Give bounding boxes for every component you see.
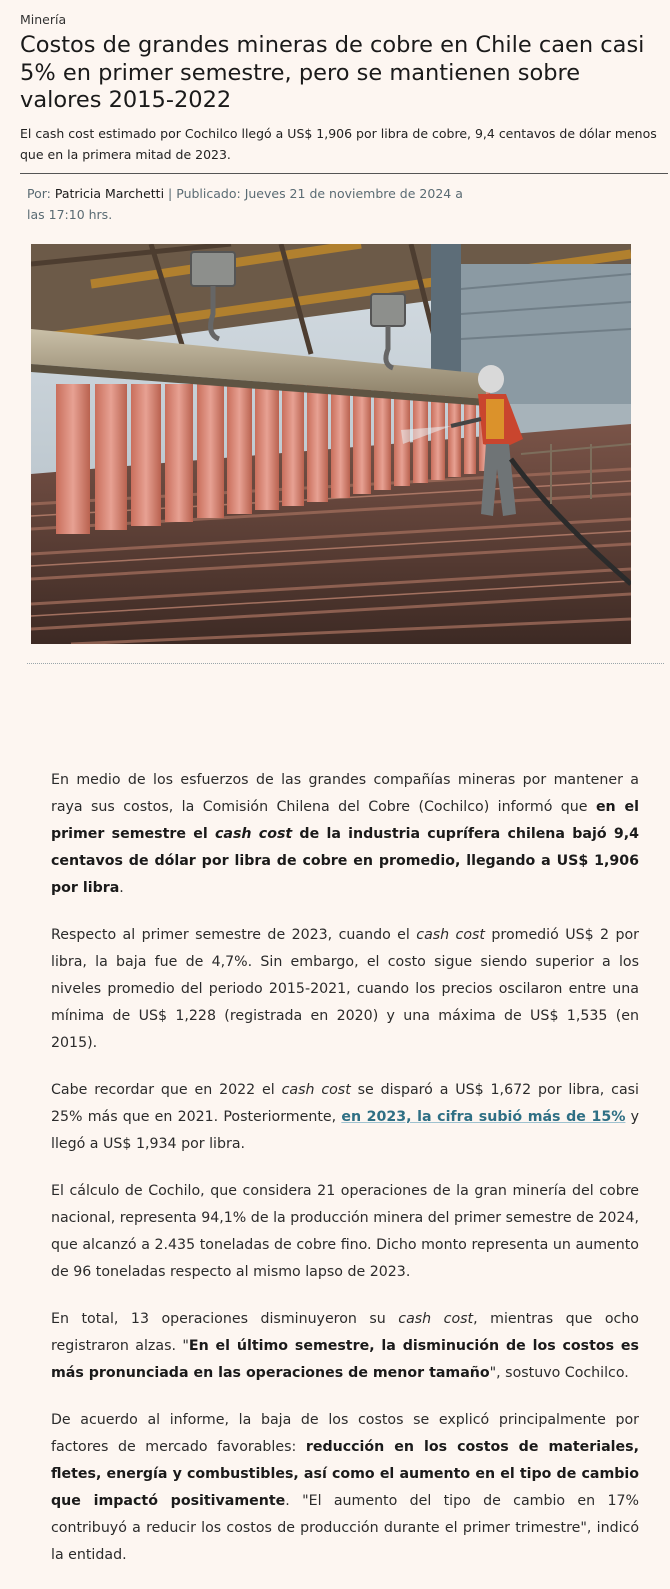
paragraph-text: El cálculo de Cochilo, que considera 21 operaciones de la gran minería del cobre nacional, representa 94,1% de la producción minera del primer semestre de 2024, que alcanzó a 2.435 toneladas de cobre fino. Dicho monto representa un aumento de 96 toneladas respecto al mismo lapso de 2023.	[51, 1183, 639, 1280]
paragraph-text: , mientras que ocho registraron alzas. "	[51, 1311, 639, 1354]
byline-separator: |	[168, 186, 173, 201]
paragraph-text: De acuerdo al informe, la baja de los costos se explicó principalmente por factores de mercado favorables:	[51, 1412, 639, 1455]
bold-text: en el primer semestre el	[51, 799, 639, 842]
bold-text: de la industria cuprífera chilena bajó 9,4 centavos de dólar por libra de cobre en promedio, llegando a US$ 1,906 por libra	[51, 826, 639, 896]
bold-text: reducción en los costos de materiales, fletes, energía y combustibles, así como el aumento en el tipo de cambio que impactó positivamente	[51, 1439, 639, 1509]
header-divider	[20, 173, 668, 174]
article-paragraph	[51, 1178, 639, 1286]
paragraph-text: promedió US$ 2 por libra, la baja fue de 4,7%. Sin embargo, el costo sigue siendo superior a los niveles promedio del periodo 2015-2021, cuando los precios oscilaron entre una mínima de US$ 1,228 (registrada en 2020) y una máxima de US$ 1,535 (en 2015).	[51, 927, 639, 1051]
italic-term: cash cost	[398, 1311, 474, 1327]
section-label[interactable]: Minería	[20, 12, 67, 27]
paragraph-text: Cabe recordar que en 2022 el	[51, 1082, 282, 1098]
article-paragraph	[51, 767, 639, 902]
author-name[interactable]: Patricia Marchetti	[54, 186, 165, 201]
italic-term: cash cost	[416, 927, 485, 943]
bold-italic-term: cash cost	[215, 826, 293, 842]
italic-term: cash cost	[281, 1082, 351, 1098]
byline	[27, 183, 467, 225]
article-body	[51, 767, 639, 1589]
hero-photo	[31, 244, 631, 644]
paragraph-text: . "El aumento del tipo de cambio en 17% contribuyó a reducir los costos de producción durante el primer trimestre", indicó la entidad.	[51, 1493, 639, 1563]
by-label: Por:	[27, 186, 51, 201]
bold-text: En el último semestre, la disminución de los costos es más pronunciada en las operaciones de menor tamaño	[51, 1338, 639, 1381]
publish-date: Jueves 21 de noviembre de 2024 a las 17:10 hrs.	[27, 186, 463, 222]
paragraph-text: En total, 13 operaciones disminuyeron su	[51, 1311, 399, 1327]
article-title: Costos de grandes mineras de cobre en Chile caen casi 5% en primer semestre, pero se mantienen sobre valores 2015-2022	[20, 32, 645, 113]
article-paragraph	[51, 1077, 639, 1158]
article-subtitle: El cash cost estimado por Cochilco llegó a US$ 1,906 por libra de cobre, 9,4 centavos de dólar menos que en la primera mitad de 2023.	[20, 126, 657, 162]
paragraph-text: se disparó a US$ 1,672 por libra, casi 25% más que en 2021. Posteriormente,	[51, 1082, 640, 1125]
article-paragraph	[51, 922, 639, 1057]
inline-link[interactable]: en 2023, la cifra subió más de 15%	[341, 1109, 626, 1125]
image-divider	[27, 663, 664, 664]
paragraph-text: Respecto al primer semestre de 2023, cuando el	[51, 927, 417, 943]
published-label: Publicado:	[176, 186, 241, 201]
paragraph-text: ", sostuvo Cochilco.	[489, 1365, 629, 1381]
article-paragraph	[51, 1407, 639, 1569]
paragraph-text: y llegó a US$ 1,934 por libra.	[51, 1109, 640, 1152]
paragraph-text: .	[119, 880, 124, 896]
paragraph-text: En medio de los esfuerzos de las grandes compañías mineras por mantener a raya sus costos, la Comisión Chilena del Cobre (Cochilco) informó que	[51, 772, 639, 815]
article-paragraph	[51, 1306, 639, 1387]
